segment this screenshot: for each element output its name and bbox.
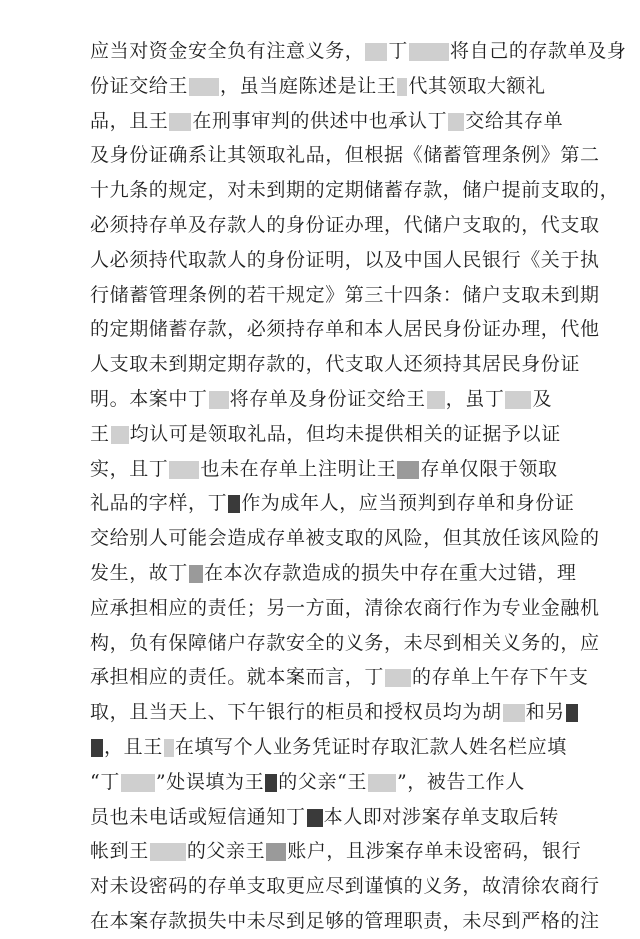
text-segment: 代其领取大额礼 bbox=[408, 74, 546, 97]
text-segment: 的父亲“王 bbox=[278, 770, 367, 793]
redaction-block bbox=[169, 461, 199, 479]
text-segment: 应承担相应的责任；另一方面，清徐农商行作为专业金融机 bbox=[90, 596, 600, 619]
text-segment: 王 bbox=[90, 422, 110, 445]
text-line bbox=[90, 34, 627, 69]
text-line bbox=[90, 243, 600, 278]
text-segment: 实，且丁 bbox=[90, 457, 169, 480]
text-segment: 及 bbox=[532, 387, 553, 410]
redaction-block bbox=[448, 113, 464, 131]
text-line bbox=[90, 730, 590, 765]
text-segment: 交给其存单 bbox=[465, 109, 564, 132]
text-segment: 存单仅限于领取 bbox=[420, 457, 558, 480]
text-segment: 礼品的字样，丁 bbox=[90, 492, 228, 515]
text-segment: ”处误填为王 bbox=[155, 770, 265, 793]
redaction-block bbox=[266, 843, 286, 861]
redaction-block bbox=[385, 669, 411, 687]
text-segment: 均认可是领取礼品，但均未提供相关的证据予以证 bbox=[129, 422, 561, 445]
text-segment: 在填写个人业务凭证时存取汇款人姓名栏应填 bbox=[174, 735, 567, 758]
text-segment: 构，负有保障储户存款安全的义务，未尽到相关义务的，应 bbox=[90, 631, 600, 654]
text-line bbox=[90, 312, 600, 347]
text-line bbox=[90, 904, 600, 939]
text-segment: 人必须持代取款人的身份证明，以及中国人民银行《关于执 bbox=[90, 248, 600, 271]
redaction-block bbox=[121, 774, 155, 792]
text-segment: 的定期储蓄存款，必须持存单和本人居民身份证办理，代他 bbox=[90, 318, 600, 341]
text-segment: 在刑事审判的供述中也承认丁 bbox=[192, 109, 448, 132]
text-segment: 发生，故丁 bbox=[90, 561, 189, 584]
redaction-block bbox=[365, 43, 387, 61]
text-line bbox=[90, 660, 590, 695]
redaction-block bbox=[265, 774, 277, 792]
text-segment: 的存单上午存下午支 bbox=[412, 666, 589, 689]
text-line bbox=[90, 69, 590, 104]
text-line bbox=[90, 347, 590, 382]
text-segment: 行储蓄管理条例的若干规定》第三十四条：储户支取未到期 bbox=[90, 283, 600, 306]
redaction-block bbox=[368, 774, 396, 792]
redaction-block bbox=[111, 426, 129, 444]
text-segment: 账户，且涉案存单未设密码，银行 bbox=[287, 840, 582, 863]
redaction-block bbox=[150, 843, 186, 861]
redaction-block bbox=[505, 391, 531, 409]
text-line bbox=[90, 173, 620, 208]
text-line bbox=[90, 695, 590, 730]
text-segment: 对未设密码的存单支取更应尽到谨慎的义务，故清徐农商行 bbox=[90, 875, 600, 898]
text-line bbox=[90, 626, 600, 661]
text-line bbox=[90, 591, 600, 626]
text-line bbox=[90, 382, 590, 417]
text-segment: 人支取未到期定期存款的，代支取人还须持其居民身份证 bbox=[90, 353, 581, 376]
redaction-block bbox=[209, 391, 229, 409]
text-segment: 本人即对涉案存单支取后转 bbox=[323, 805, 559, 828]
text-line bbox=[90, 556, 590, 591]
text-line bbox=[90, 278, 600, 313]
text-segment: 在本次存款造成的损失中存在重大过错，理 bbox=[204, 561, 577, 584]
redaction-block bbox=[189, 78, 219, 96]
redaction-block bbox=[307, 809, 323, 827]
text-segment: 丁 bbox=[388, 40, 409, 62]
redaction-block bbox=[169, 113, 191, 131]
text-line bbox=[90, 869, 600, 904]
text-segment: 将自己的存款单及身 bbox=[450, 40, 627, 62]
text-segment: 作为成年人，应当预判到存单和身份证 bbox=[241, 492, 575, 515]
text-segment: 取，且当天上、下午银行的柜员和授权员均为胡 bbox=[90, 701, 502, 724]
text-line bbox=[90, 452, 590, 487]
text-line bbox=[90, 138, 600, 173]
text-segment: 员也未电话或短信通知丁 bbox=[90, 805, 306, 828]
text-line bbox=[90, 417, 590, 452]
text-segment: 在本案存款损失中未尽到足够的管理职责，未尽到严格的注 bbox=[90, 909, 600, 932]
text-segment: 及身份证确系让其领取礼品，但根据《储蓄管理条例》第二 bbox=[90, 144, 600, 167]
redaction-block bbox=[164, 739, 174, 757]
redaction-block bbox=[228, 495, 240, 513]
redaction-block bbox=[397, 78, 407, 96]
text-segment: 品，且王 bbox=[90, 109, 169, 132]
text-segment: ”，被告工作人 bbox=[396, 770, 525, 793]
text-segment: 十九条的规定，对未到期的定期储蓄存款，储户提前支取的， bbox=[90, 179, 620, 202]
text-line bbox=[90, 834, 590, 869]
document-body bbox=[90, 34, 627, 939]
redaction-block bbox=[91, 739, 103, 757]
text-segment: 应当对资金安全负有注意义务， bbox=[90, 40, 365, 62]
text-segment: ，且王 bbox=[104, 735, 163, 758]
text-segment: 必须持存单及存款人的身份证办理，代储户支取的，代支取 bbox=[90, 213, 600, 236]
redaction-block bbox=[409, 43, 449, 61]
text-segment: ，虽丁 bbox=[445, 387, 505, 410]
redaction-block bbox=[189, 565, 203, 583]
text-line bbox=[90, 765, 590, 800]
text-line bbox=[90, 521, 600, 556]
text-segment: 帐到王 bbox=[90, 840, 149, 863]
text-line bbox=[90, 800, 590, 835]
text-segment: 将存单及身份证交给王 bbox=[229, 387, 426, 410]
text-segment: 也未在存单上注明让王 bbox=[200, 457, 397, 480]
redaction-block bbox=[397, 461, 419, 479]
text-segment: 的父亲王 bbox=[186, 840, 266, 863]
text-line bbox=[90, 208, 600, 243]
redaction-block bbox=[566, 704, 578, 722]
redaction-block bbox=[503, 704, 525, 722]
text-segment: 和另 bbox=[525, 701, 565, 724]
text-segment: 明。本案中丁 bbox=[90, 387, 208, 410]
text-segment: 份证交给王 bbox=[90, 74, 189, 97]
text-segment: 交给别人可能会造成存单被支取的风险，但其放任该风险的 bbox=[90, 527, 600, 550]
text-segment: 承担相应的责任。就本案而言，丁 bbox=[90, 666, 385, 689]
text-line bbox=[90, 104, 590, 139]
text-segment: “丁 bbox=[90, 770, 120, 793]
redaction-block bbox=[427, 391, 445, 409]
text-segment: ，虽当庭陈述是让王 bbox=[220, 74, 397, 97]
text-line bbox=[90, 486, 590, 521]
